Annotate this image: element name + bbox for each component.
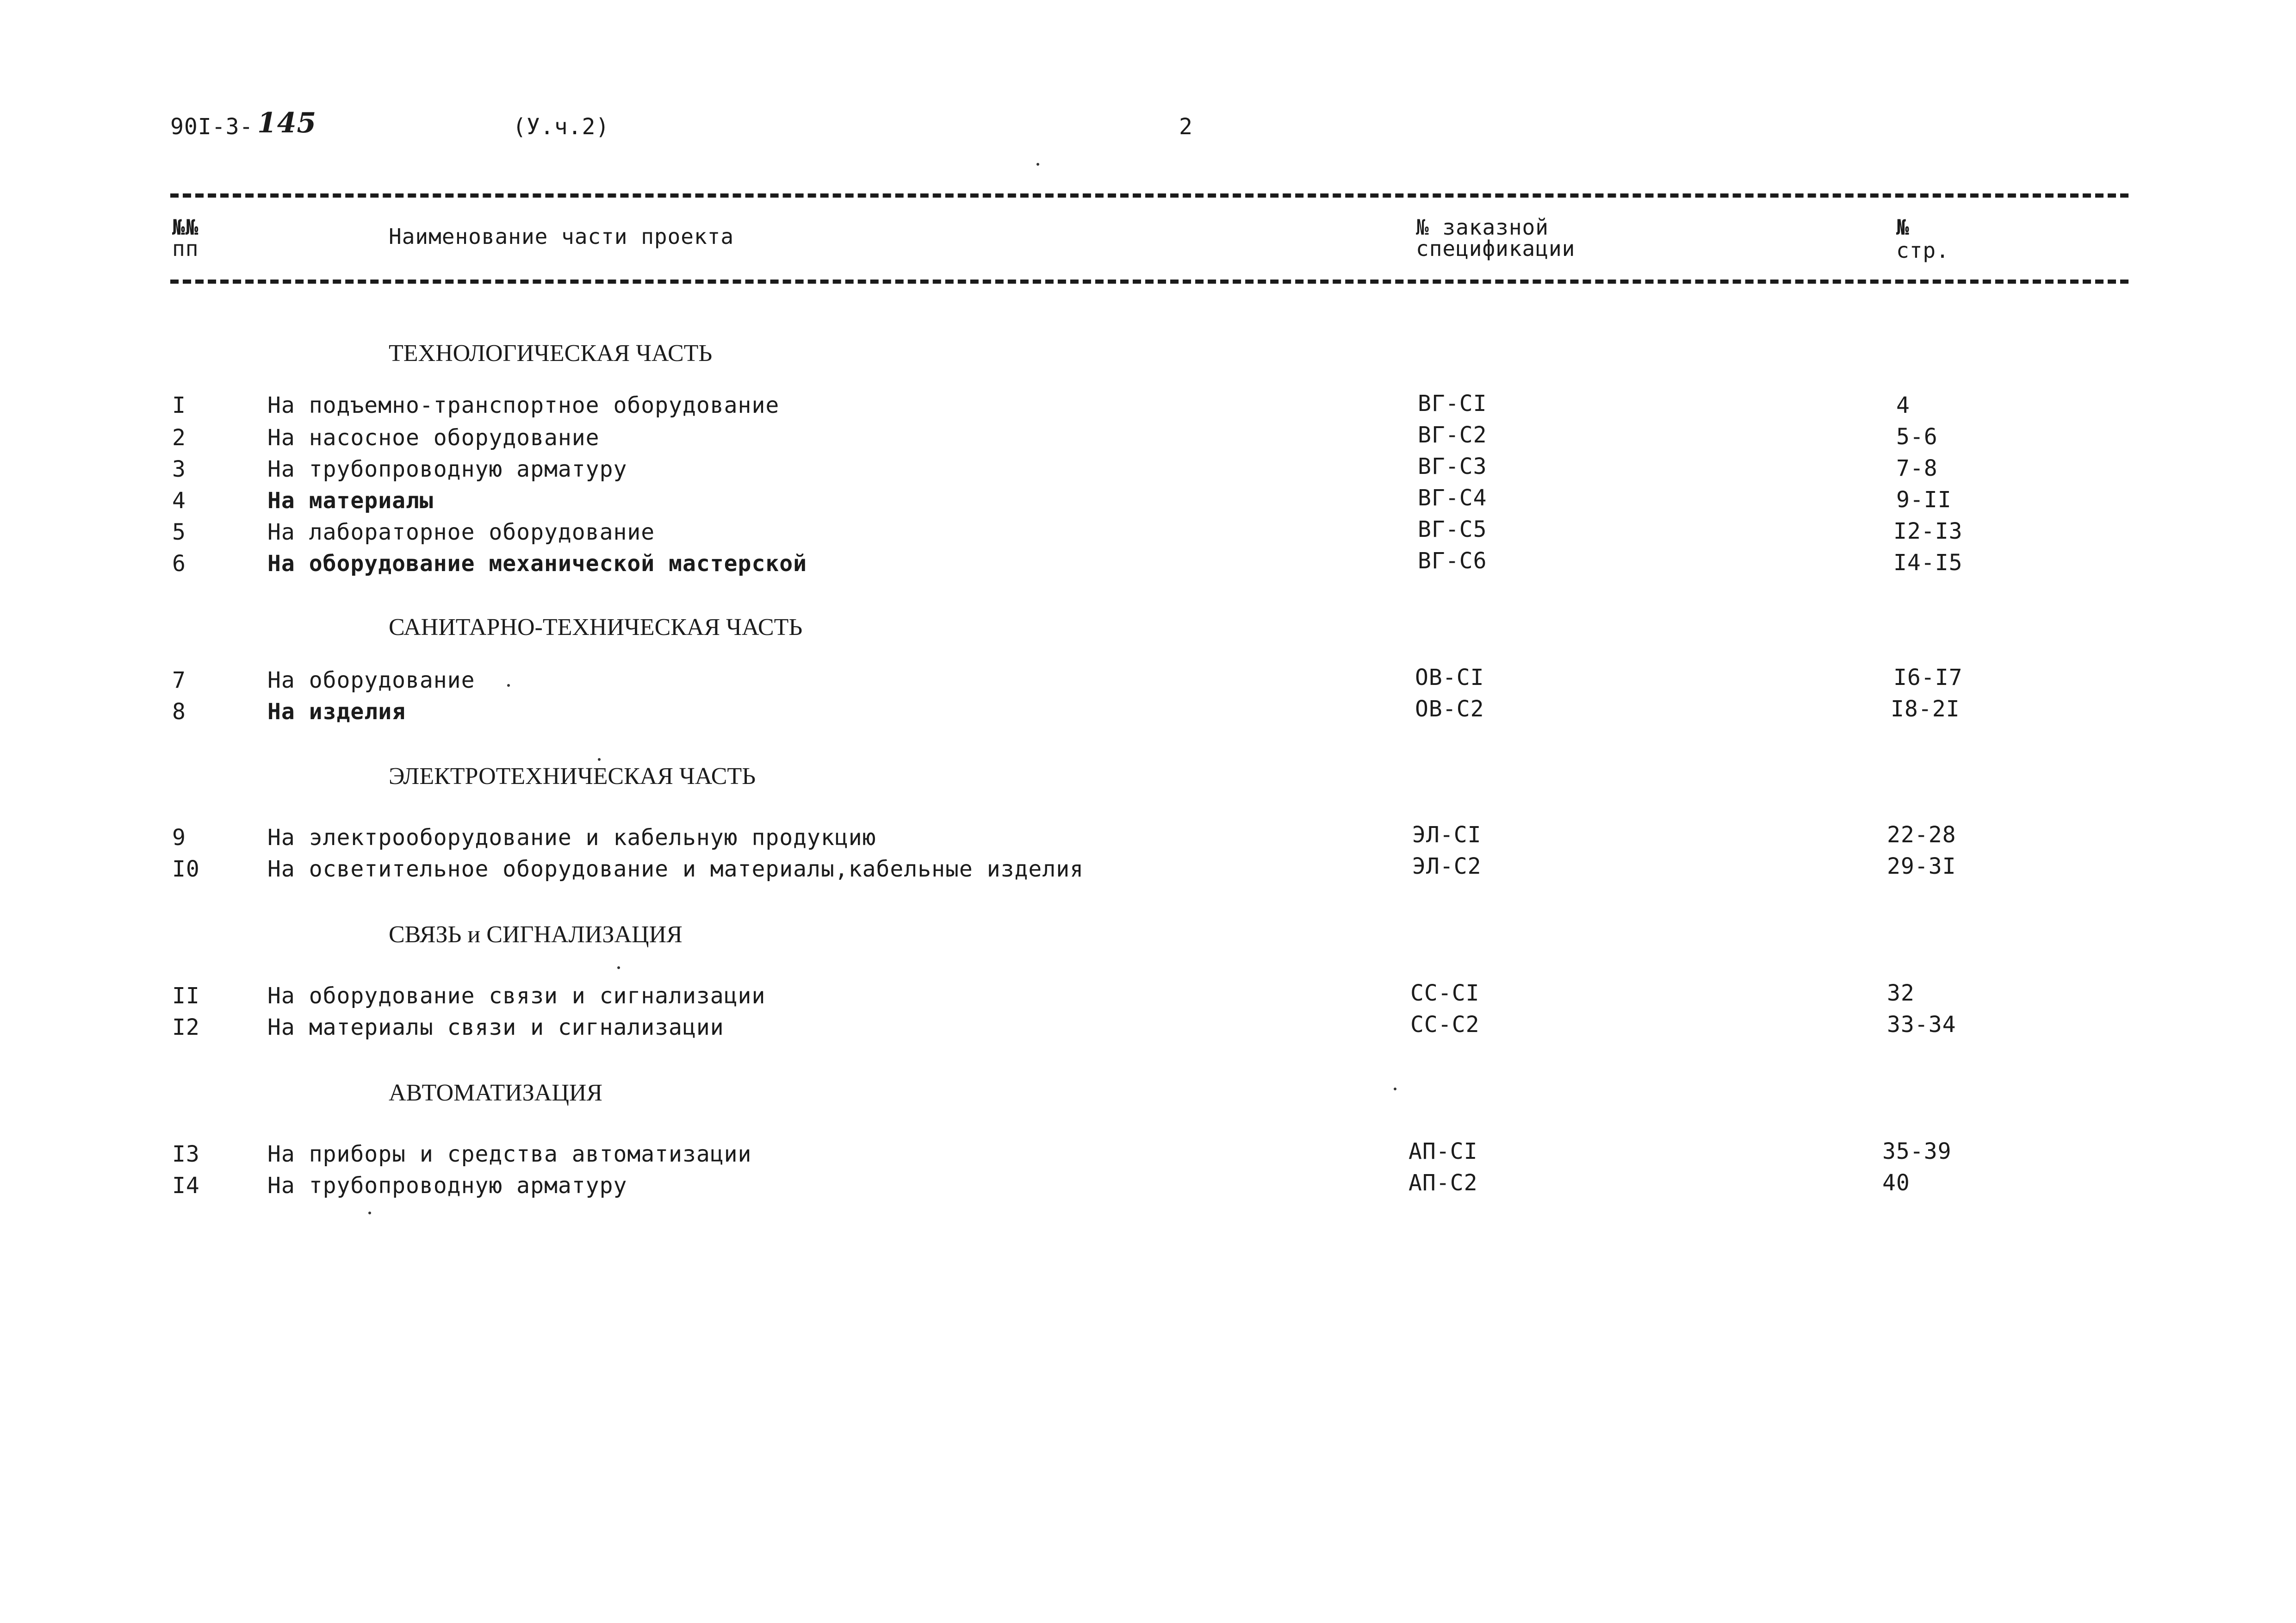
row-spec: ОВ-С2 [1415, 696, 1484, 722]
num-col-header-2: пп [172, 236, 199, 261]
page-col-header-2: стр. [1896, 238, 1949, 263]
row-pages: 32 [1887, 980, 1915, 1006]
row-num: 2 [172, 425, 186, 451]
row-pages: 7-8 [1896, 455, 1938, 481]
row-spec: ВГ-С4 [1418, 485, 1487, 511]
row-spec: АП-СI [1409, 1138, 1478, 1164]
row-num: 8 [172, 699, 186, 725]
row-name: На материалы [267, 488, 434, 514]
part-label: (У.ч.2) [513, 114, 610, 140]
page-col-header-1: № [1896, 215, 1910, 240]
scan-speck [617, 966, 620, 969]
row-pages: 4 [1896, 392, 1910, 418]
scan-speck [1036, 163, 1039, 166]
row-num: 9 [172, 825, 186, 851]
section-title: САНИТАРНО-ТЕХНИЧЕСКАЯ ЧАСТЬ [389, 614, 803, 640]
row-name: На оборудование связи и сигнализации [267, 983, 766, 1009]
row-spec: ВГ-С3 [1418, 454, 1487, 479]
row-spec: СС-СI [1410, 980, 1480, 1006]
row-num: I4 [172, 1173, 200, 1199]
row-name: На трубопроводную арматуру [267, 1173, 627, 1199]
spec-col-header-1: № заказной [1416, 215, 1549, 240]
row-name: На лабораторное оборудование [267, 519, 655, 545]
row-pages: 35-39 [1882, 1138, 1952, 1164]
row-name: На подъемно-транспортное оборудование [267, 392, 780, 418]
row-name: На материалы связи и сигнализации [267, 1014, 724, 1040]
header-top-rule [170, 193, 2128, 198]
row-pages: I8-2I [1891, 696, 1960, 722]
row-num: II [172, 983, 200, 1009]
row-num: I0 [172, 856, 200, 882]
header-bottom-rule [170, 280, 2128, 284]
row-pages: I4-I5 [1893, 550, 1963, 576]
row-name: На насосное оборудование [267, 425, 600, 451]
row-num: 7 [172, 667, 186, 693]
spec-col-header-2: спецификации [1416, 236, 1576, 261]
row-name: На изделия [267, 699, 406, 725]
row-name: На осветительное оборудование и материалы,кабельные изделия [267, 856, 1084, 882]
row-spec: ВГ-С6 [1418, 548, 1487, 574]
section-title: ЭЛЕКТРОТЕХНИЧЕСКАЯ ЧАСТЬ [389, 763, 756, 790]
row-spec: ВГ-С5 [1418, 516, 1487, 542]
row-pages: 9-II [1896, 487, 1952, 513]
row-spec: АП-С2 [1409, 1170, 1478, 1196]
name-col-header: Наименование части проекта [389, 224, 734, 249]
row-pages: I6-I7 [1893, 665, 1963, 690]
row-spec: ВГ-С2 [1418, 422, 1487, 448]
row-num: 5 [172, 519, 186, 545]
row-pages: 29-3I [1887, 853, 1956, 879]
row-name: На электрооборудование и кабельную продукцию [267, 825, 876, 851]
row-name: На трубопроводную арматуру [267, 456, 627, 482]
row-name: На оборудование механической мастерской [267, 551, 807, 577]
row-spec: ЭЛ-СI [1412, 822, 1482, 848]
page-number: 2 [1179, 114, 1193, 140]
row-num: 3 [172, 456, 186, 482]
scan-speck [368, 1212, 371, 1214]
section-title: СВЯЗЬ и СИГНАЛИЗАЦИЯ [389, 921, 683, 948]
row-pages: 5-6 [1896, 424, 1938, 450]
row-pages: 40 [1882, 1170, 1910, 1196]
doc-code: 90I-3- [170, 114, 254, 140]
row-num: I [172, 392, 186, 418]
doc-code-handwritten: 145 [257, 107, 317, 139]
row-name: На приборы и средства автоматизации [267, 1141, 752, 1167]
section-title: ТЕХНОЛОГИЧЕСКАЯ ЧАСТЬ [389, 340, 713, 367]
scan-speck [1394, 1088, 1396, 1090]
section-title: АВТОМАТИЗАЦИЯ [389, 1080, 603, 1106]
scan-speck [598, 758, 601, 761]
row-name: На оборудование [267, 667, 475, 693]
row-pages: 22-28 [1887, 822, 1956, 848]
row-pages: 33-34 [1887, 1012, 1956, 1038]
row-num: 6 [172, 551, 186, 577]
num-col-header-1: №№ [172, 215, 199, 240]
row-spec: СС-С2 [1410, 1012, 1480, 1038]
row-pages: I2-I3 [1893, 518, 1963, 544]
scan-speck [507, 684, 510, 687]
row-spec: ВГ-СI [1418, 391, 1487, 417]
row-spec: ЭЛ-С2 [1412, 853, 1482, 879]
row-spec: ОВ-СI [1415, 665, 1484, 690]
row-num: I3 [172, 1141, 200, 1167]
row-num: 4 [172, 488, 186, 514]
row-num: I2 [172, 1014, 200, 1040]
